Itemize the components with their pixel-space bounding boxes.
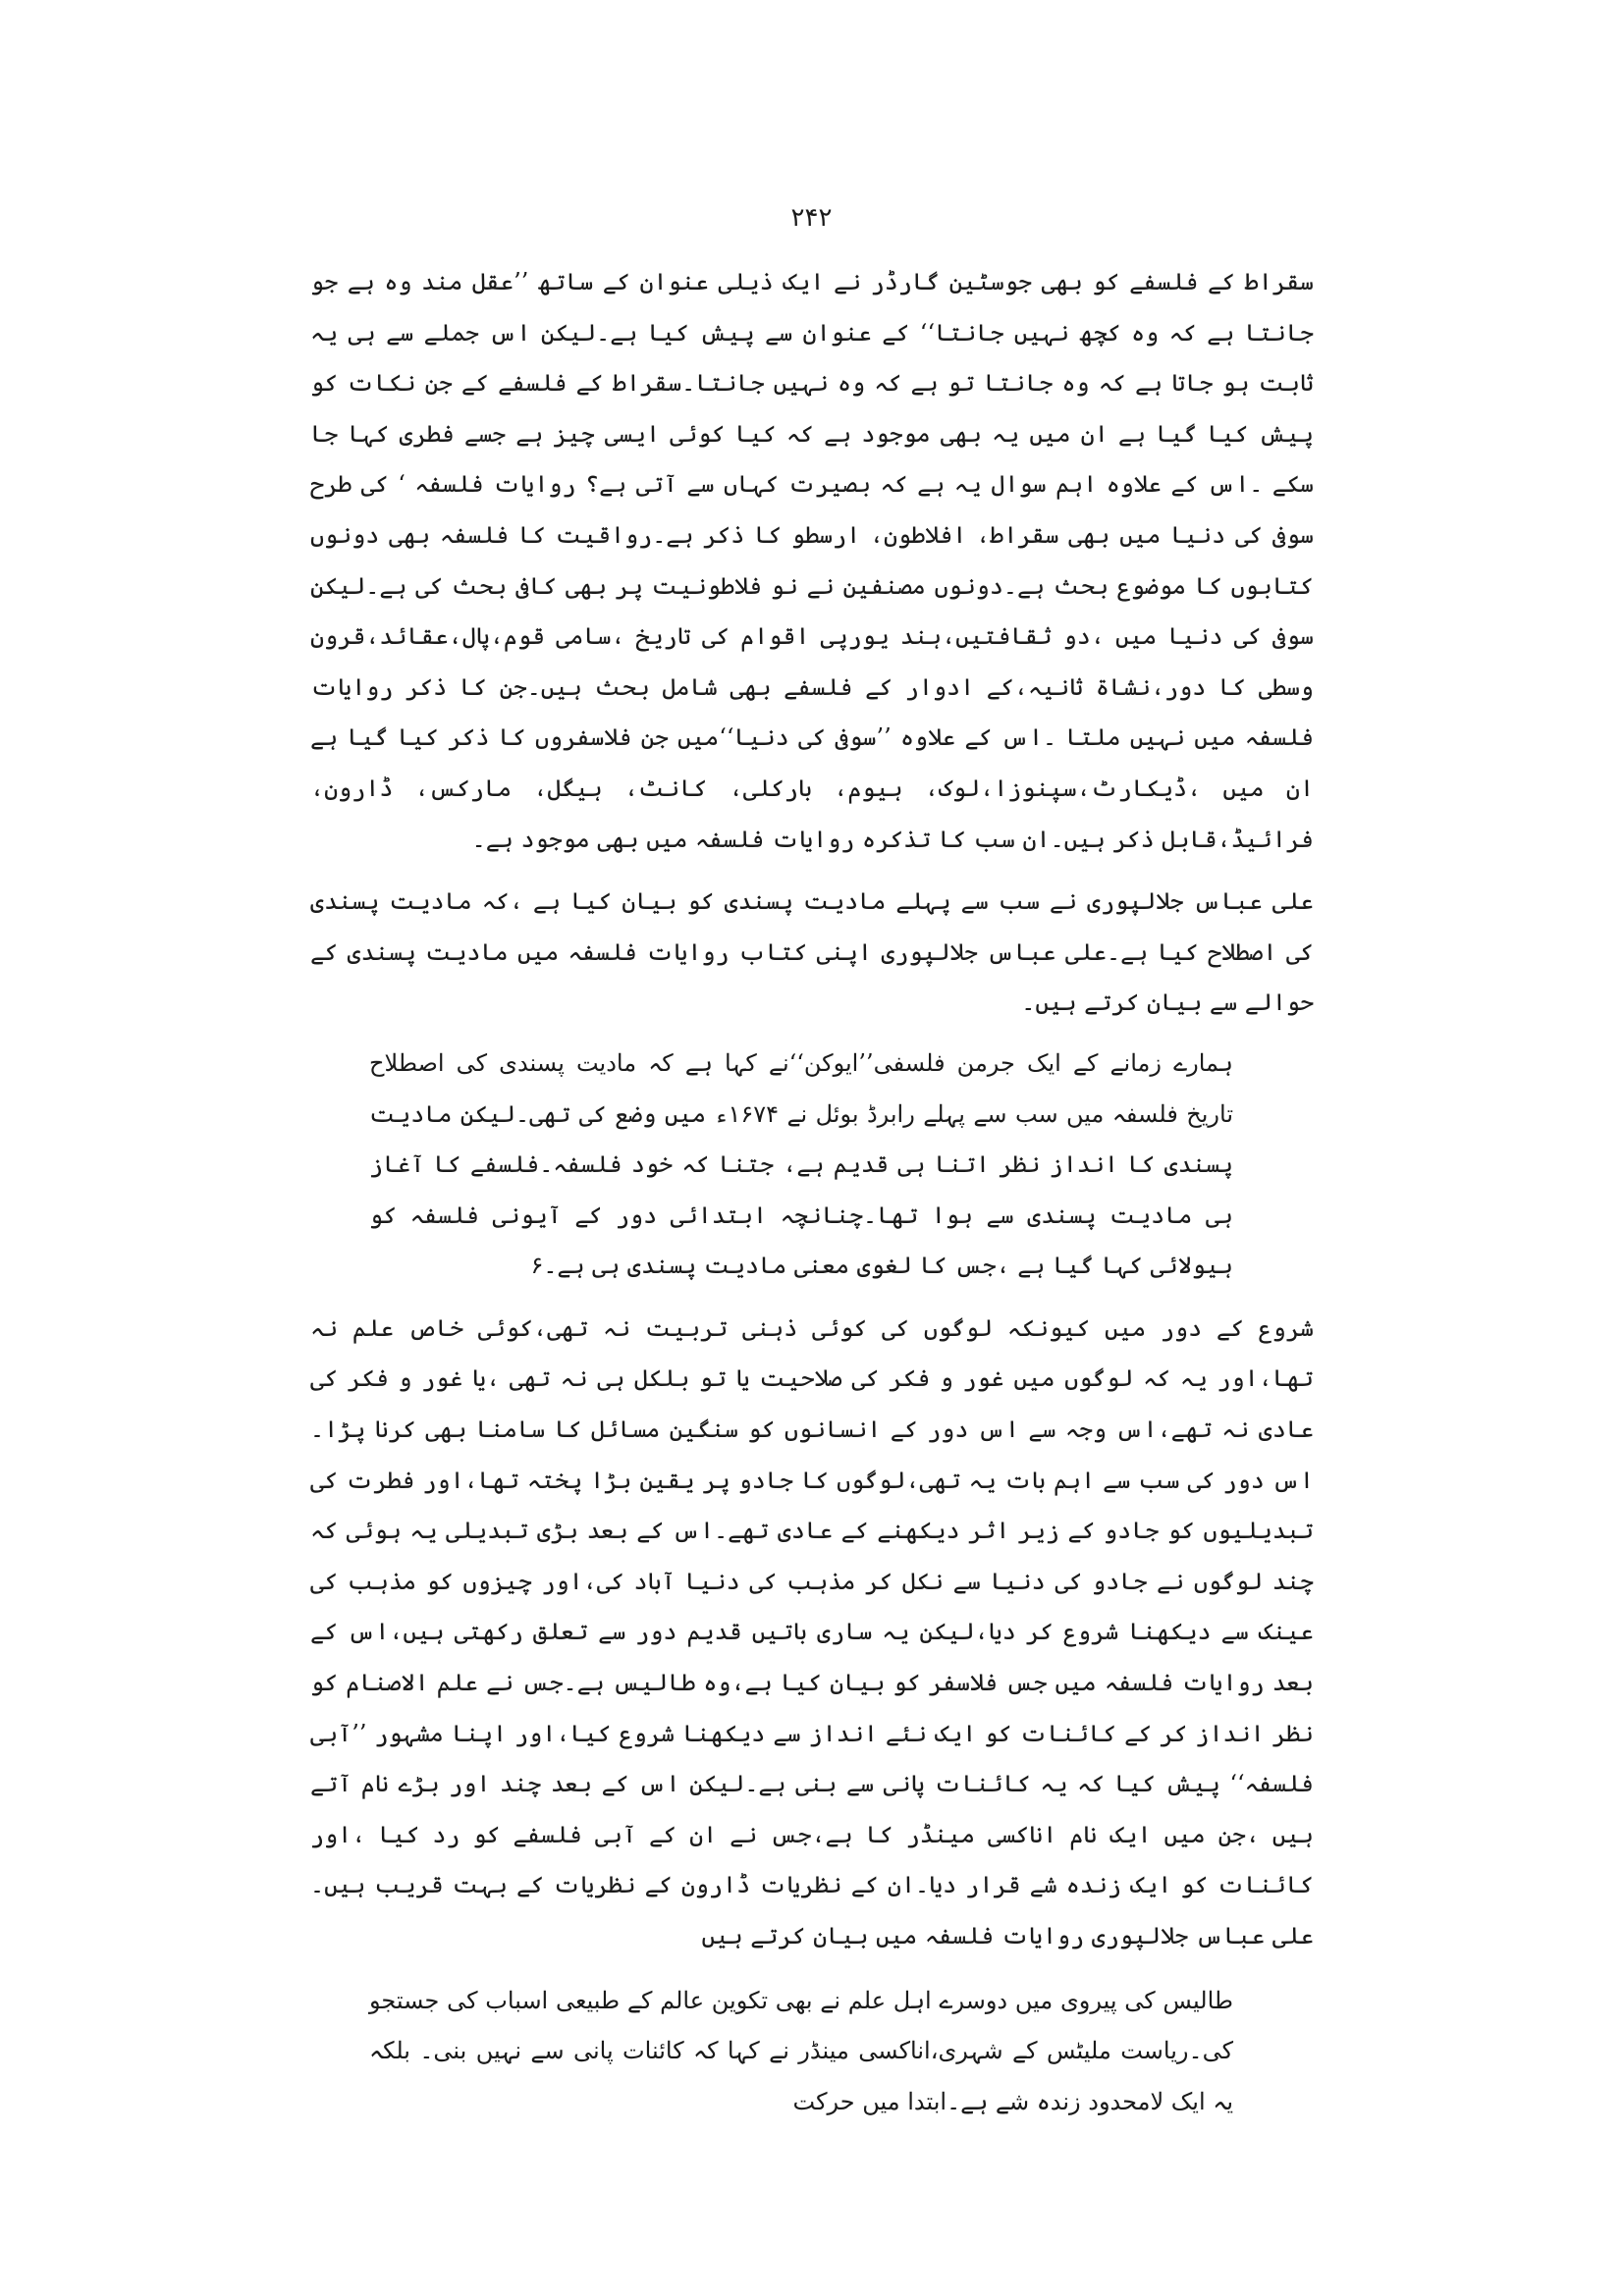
page-number: ۲۴۲ [790,203,833,233]
block-quote: ہمارے زمانے کے ایک جرمن فلسفی’’ایوکن‘‘نے کہا ہے کہ مادیت پسندی کی اصطلاح تاریخ فلسفہ میں سب سے پہلے رابرڈ بوئل نے ۱۶۷۴ء میں وضع کی تھی۔لیکن مادیت پسندی کا انداز نظر اتنا ہی قدیم ہے، جتنا کہ خود فلسفہ۔فلسفے کا آغاز ہی مادیت پسندی سے ہوا تھا۔چنانچہ ابتدائی دور کے آیونی فلسفہ کو ہیولائی کہا گیا ہے ،جس کا لغوی معنی مادیت پسندی ہی ہے۔۶ [369,1048,1234,1280]
body-paragraph: علی عباس جلالپوری نے سب سے پہلے مادیت پسندی کو بیان کیا ہے ،کہ مادیت پسندی کی اصطلاح کیا ہے۔علی عباس جلالپوری اپنی کتاب روایات فلسفہ میں مادیت پسندی کے حوالے سے بیان کرتے ہیں۔ [310,887,1314,1017]
body-paragraph: شروع کے دور میں کیونکہ لوگوں کی کوئی ذہنی تربیت نہ تھی،کوئی خاص علم نہ تھا،اور یہ کہ لوگوں میں غور و فکر کی صلاحیت یا تو بلکل ہی نہ تھی ،یا غور و فکر کی عادی نہ تھے،اس وجہ سے اس دور کے انسانوں کو سنگین مسائل کا سامنا بھی کرنا پڑا۔اس دور کی سب سے اہم بات یہ تھی،لوگوں کا جادو پر یقین بڑا پختہ تھا،اور فطرت کی تبدیلیوں کو جادو کے زیر اثر دیکھنے کے عادی تھے۔اس کے بعد بڑی تبدیلی یہ ہوئی کہ چند لوگوں نے جادو کی دنیا سے نکل کر مذہب کی دنیا آباد کی،اور چیزوں کو مذہب کی عینک سے دیکھنا شروع کر دیا،لیکن یہ ساری باتیں قدیم دور سے تعلق رکھتی ہیں،اس کے بعد روایات فلسفہ میں جس فلاسفر کو بیان کیا ہے،وہ طالیس ہے۔جس نے علم الاصنام کو نظر انداز کر کے کائنات کو ایک نئے انداز سے دیکھنا شروع کیا،اور اپنا مشہور ’’آبی فلسفہ‘‘ پیش کیا کہ یہ کائنات پانی سے بنی ہے۔لیکن اس کے بعد چند اور بڑے نام آتے ہیں ،جن میں ایک نام اناکسی مینڈر کا ہے،جس نے ان کے آبی فلسفے کو رد کیا ،اور کائنات کو ایک زندہ شے قرار دیا۔ان کے نظریات ڈارون کے نظریات کے بہت قریب ہیں۔علی عباس جلالپوری روایات فلسفہ میں بیان کرتے ہیں [310,1313,1314,1949]
body-paragraph: سقراط کے فلسفے کو بھی جوسٹین گارڈر نے ایک ذیلی عنوان کے ساتھ ’’عقل مند وہ ہے جو جانتا ہے کہ وہ کچھ نہیں جانتا‘‘ کے عنوان سے پیش کیا ہے۔لیکن اس جملے سے ہی یہ ثابت ہو جاتا ہے کہ وہ جانتا تو ہے کہ وہ نہیں جانتا۔سقراط کے فلسفے کے جن نکات کو پیش کیا گیا ہے ان میں یہ بھی موجود ہے کہ کیا کوئی ایسی چیز ہے جسے فطری کہا جا سکے ۔اس کے علاوہ اہم سوال یہ ہے کہ بصیرت کہاں سے آتی ہے؟ روایات فلسفہ ‘ کی طرح سوفی کی دنیا میں بھی سقراط، افلاطون، ارسطو کا ذکر ہے۔رواقیت کا فلسفہ بھی دونوں کتابوں کا موضوع بحث ہے۔دونوں مصنفین نے نو فلاطونیت پر بھی کافی بحث کی ہے۔لیکن سوفی کی دنیا میں ،دو ثقافتیں،ہند یورپی اقوام کی تاریخ ،سامی قوم،پال،عقائد،قرون وسطی کا دور،نشاۃ ثانیہ،کے ادوار کے فلسفے بھی شامل بحث ہیں۔جن کا ذکر روایات فلسفہ میں نہیں ملتا ۔اس کے علاوہ ’’سوفی کی دنیا‘‘میں جن فلاسفروں کا ذکر کیا گیا ہے ان میں ،ڈیکارٹ،سپنوزا،لوک، ہیوم، بارکلی، کانٹ، ہیگل، مارکس، ڈارون، فرائیڈ،قابل ذکر ہیں۔ان سب کا تذکرہ روایات فلسفہ میں بھی موجود ہے۔ [310,268,1314,853]
block-quote: طالیس کی پیروی میں دوسرے اہل علم نے بھی تکوین عالم کے طبیعی اسباب کی جستجو کی۔ریاست ملیٹس کے شہری،اناکسی مینڈر نے کہا کہ کائنات پانی سے نہیں بنی۔ بلکہ یہ ایک لامحدود زندہ شے ہے۔ابتدا میں حرکت [369,1986,1233,2115]
document-body [310,257,1314,2141]
